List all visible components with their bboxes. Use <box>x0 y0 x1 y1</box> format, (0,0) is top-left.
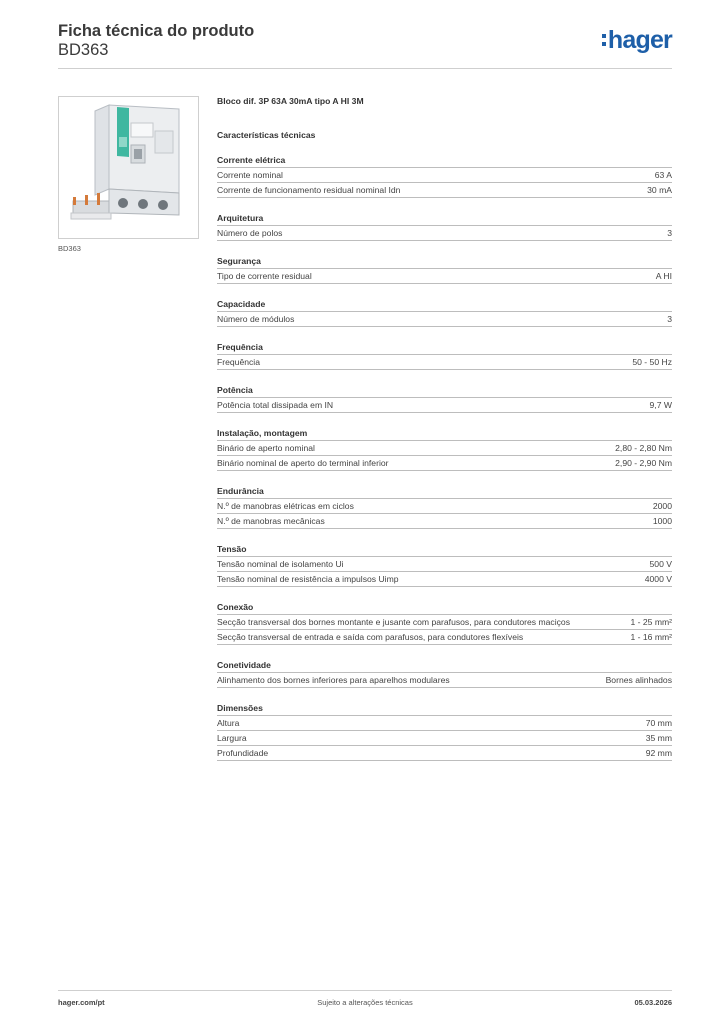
spec-label: Profundidade <box>217 748 269 758</box>
spec-row <box>217 398 672 413</box>
header-divider <box>58 68 672 69</box>
spec-label: Número de polos <box>217 228 283 238</box>
spec-row <box>217 269 672 284</box>
product-code: BD363 <box>58 41 109 59</box>
spec-value: 3 <box>667 314 672 324</box>
spec-label: Secção transversal dos bornes montante e jusante com parafusos, para condutores maciços <box>217 617 571 627</box>
spec-group-title: Frequência <box>217 342 672 355</box>
footer-disclaimer: Sujeito a alterações técnicas <box>317 998 413 1007</box>
spec-group-title: Conexão <box>217 602 672 615</box>
spec-row <box>217 673 672 688</box>
footer-website: hager.com/pt <box>58 998 105 1007</box>
specs-heading: Características técnicas <box>217 130 316 140</box>
spec-row <box>217 441 672 456</box>
spec-group-title: Capacidade <box>217 299 672 312</box>
spec-value: 2,80 - 2,80 Nm <box>615 443 672 453</box>
spec-label: Frequência <box>217 357 260 367</box>
spec-value: 1 - 16 mm² <box>630 632 672 642</box>
spec-label: N.º de manobras elétricas em ciclos <box>217 501 354 511</box>
spec-row <box>217 183 672 198</box>
spec-row <box>217 615 672 630</box>
spec-row <box>217 514 672 529</box>
spec-label: Secção transversal de entrada e saída com parafusos, para condutores flexíveis <box>217 632 524 642</box>
spec-value: Bornes alinhados <box>605 675 672 685</box>
spec-sheet <box>217 90 672 761</box>
spec-value: 3 <box>667 228 672 238</box>
spec-group-title: Segurança <box>217 256 672 269</box>
spec-value: 63 A <box>654 170 672 180</box>
spec-label: Alinhamento dos bornes inferiores para aparelhos modulares <box>217 675 450 685</box>
spec-row <box>217 226 672 241</box>
spec-row <box>217 312 672 327</box>
spec-group <box>217 342 672 370</box>
spec-value: 2000 <box>652 501 672 511</box>
spec-label: Altura <box>217 718 240 728</box>
spec-label: N.º de manobras mecânicas <box>217 516 325 526</box>
spec-row <box>217 168 672 183</box>
spec-label: Corrente de funcionamento residual nominal Idn <box>217 185 401 195</box>
spec-row <box>217 731 672 746</box>
spec-row <box>217 557 672 572</box>
spec-group-title: Tensão <box>217 544 672 557</box>
spec-group-title: Instalação, montagem <box>217 428 672 441</box>
spec-value: 50 - 50 Hz <box>632 357 672 367</box>
spec-value: 30 mA <box>647 185 672 195</box>
spec-group <box>217 602 672 645</box>
spec-group <box>217 155 672 198</box>
spec-group-title: Dimensões <box>217 703 672 716</box>
spec-group <box>217 299 672 327</box>
spec-group <box>217 385 672 413</box>
spec-group-title: Endurância <box>217 486 672 499</box>
spec-label: Largura <box>217 733 247 743</box>
spec-group-title: Corrente elétrica <box>217 155 672 168</box>
footer-date: 05.03.2026 <box>634 998 672 1007</box>
spec-row <box>217 716 672 731</box>
spec-group <box>217 256 672 284</box>
spec-row <box>217 499 672 514</box>
spec-value: 9,7 W <box>649 400 672 410</box>
spec-group-title: Conetividade <box>217 660 672 673</box>
image-caption: BD363 <box>58 244 81 253</box>
spec-group <box>217 428 672 471</box>
product-photo-icon <box>59 97 198 238</box>
spec-group <box>217 544 672 587</box>
spec-label: Binário de aperto nominal <box>217 443 315 453</box>
spec-label: Potência total dissipada em IN <box>217 400 334 410</box>
logo-dots-icon <box>602 34 606 48</box>
footer-divider <box>58 990 672 991</box>
spec-row <box>217 630 672 645</box>
spec-label: Corrente nominal <box>217 170 283 180</box>
spec-value: 2,90 - 2,90 Nm <box>615 458 672 468</box>
spec-value: 1000 <box>652 516 672 526</box>
page-header <box>58 20 672 70</box>
spec-row <box>217 572 672 587</box>
spec-group <box>217 213 672 241</box>
spec-value: 35 mm <box>645 733 672 743</box>
spec-label: Tensão nominal de resistência a impulsos Uimp <box>217 574 399 584</box>
spec-group-title: Arquitetura <box>217 213 672 226</box>
spec-value: 500 V <box>649 559 672 569</box>
spec-row <box>217 746 672 761</box>
spec-value: 4000 V <box>644 574 672 584</box>
spec-group <box>217 660 672 688</box>
hager-logo <box>608 26 672 55</box>
spec-label: Binário nominal de aperto do terminal inferior <box>217 458 389 468</box>
spec-value: 70 mm <box>645 718 672 728</box>
spec-row <box>217 456 672 471</box>
spec-value: 1 - 25 mm² <box>630 617 672 627</box>
spec-group-title: Potência <box>217 385 672 398</box>
spec-label: Número de módulos <box>217 314 295 324</box>
spec-group <box>217 703 672 761</box>
spec-group <box>217 486 672 529</box>
spec-groups <box>217 155 672 761</box>
document-title: Ficha técnica do produto <box>58 22 255 40</box>
spec-row <box>217 355 672 370</box>
logo-text: hager <box>607 26 672 54</box>
product-name: Bloco dif. 3P 63A 30mA tipo A HI 3M <box>217 96 364 106</box>
spec-value: A HI <box>655 271 672 281</box>
product-image <box>58 96 199 239</box>
spec-label: Tensão nominal de isolamento Ui <box>217 559 344 569</box>
spec-label: Tipo de corrente residual <box>217 271 312 281</box>
spec-value: 92 mm <box>645 748 672 758</box>
